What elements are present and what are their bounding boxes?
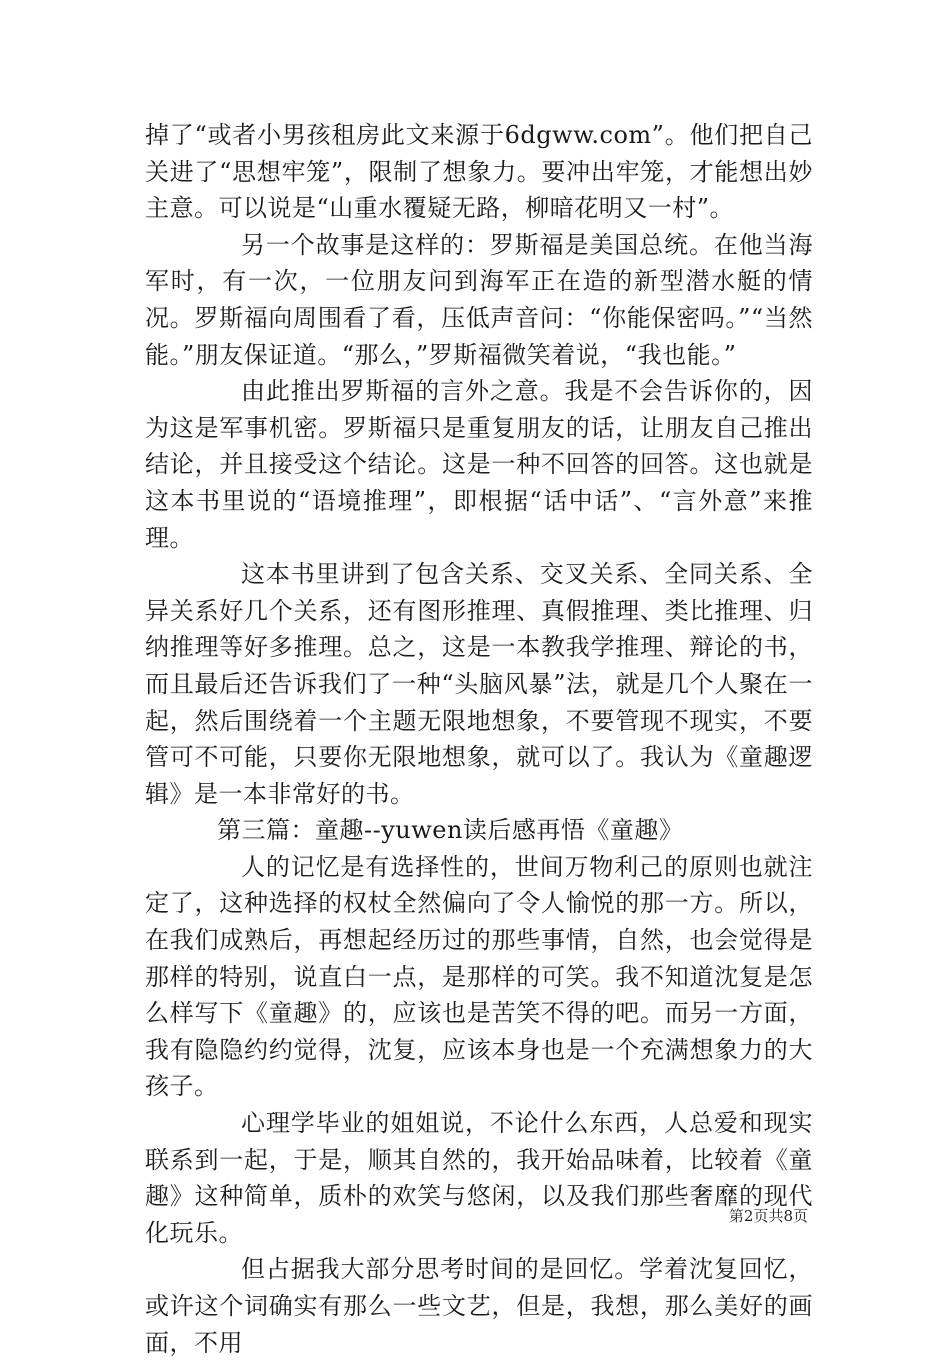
document-body — [145, 117, 813, 1361]
paragraph-4: 这本书里讲到了包含关系、交叉关系、全同关系、全异关系好几个关系，还有图形推理、真假推理、类比推理、归纳推理等好多推理。总之，这是一本教我学推理、辩论的书，而且最后还告诉我们了一种“头脑风暴”法，就是几个人聚在一起，然后围绕着一个主题无限地想象，不要管现不现实，不要管可不可能，只要你无限地想象，就可以了。我认为《童趣逻辑》是一本非常好的书。 — [145, 560, 813, 808]
page-number-footer: 第2页共8页 — [728, 1207, 808, 1225]
paragraph-6: 心理学毕业的姐姐说，不论什么东西，人总爱和现实联系到一起，于是，顺其自然的，我开始品味着，比较着《童趣》这种简单，质朴的欢笑与悠闲，以及我们那些奢靡的现代化玩乐。 — [145, 1109, 813, 1247]
paragraph-7: 但占据我大部分思考时间的是回忆。学着沈复回忆，或许这个词确实有那么一些文艺，但是，我想，那么美好的画面，不用 — [145, 1255, 813, 1357]
paragraph-1: 掉了“或者小男孩租房此文来源于6dgww.com”。他们把自己关进了“思想牢笼”，限制了想象力。要冲出牢笼，才能想出妙主意。可以说是“山重水覆疑无路，柳暗花明又一村”。 — [145, 121, 813, 223]
paragraph-2: 另一个故事是这样的：罗斯福是美国总统。在他当海军时，有一次，一位朋友问到海军正在造的新型潜水艇的情况。罗斯福向周围看了看，压低声音问：“你能保密吗。”“当然能。”朋友保证道。“那么，”罗斯福微笑着说，“我也能。” — [145, 230, 813, 369]
paragraph-5: 人的记忆是有选择性的，世间万物利己的原则也就注定了，这种选择的权杖全然偏向了令人愉悦的那一方。所以，在我们成熟后，再想起经历过的那些事情，自然，也会觉得是那样的特别，说直白一点，是那样的可笑。我不知道沈复是怎么样写下《童趣》的，应该也是苦笑不得的吧。而另一方面，我有隐隐约约觉得，沈复，应该本身也是一个充满想象力的大孩子。 — [145, 852, 813, 1101]
section-heading: 第三篇：童趣--yuwen读后感再悟《童趣》 — [217, 816, 684, 845]
paragraph-3: 由此推出罗斯福的言外之意。我是不会告诉你的，因为这是军事机密。罗斯福只是重复朋友的话，让朋友自己推出结论，并且接受这个结论。这是一种不回答的回答。这也就是这本书里说的“语境推理”，即根据“话中话”、“言外意”来推理。 — [145, 377, 813, 552]
